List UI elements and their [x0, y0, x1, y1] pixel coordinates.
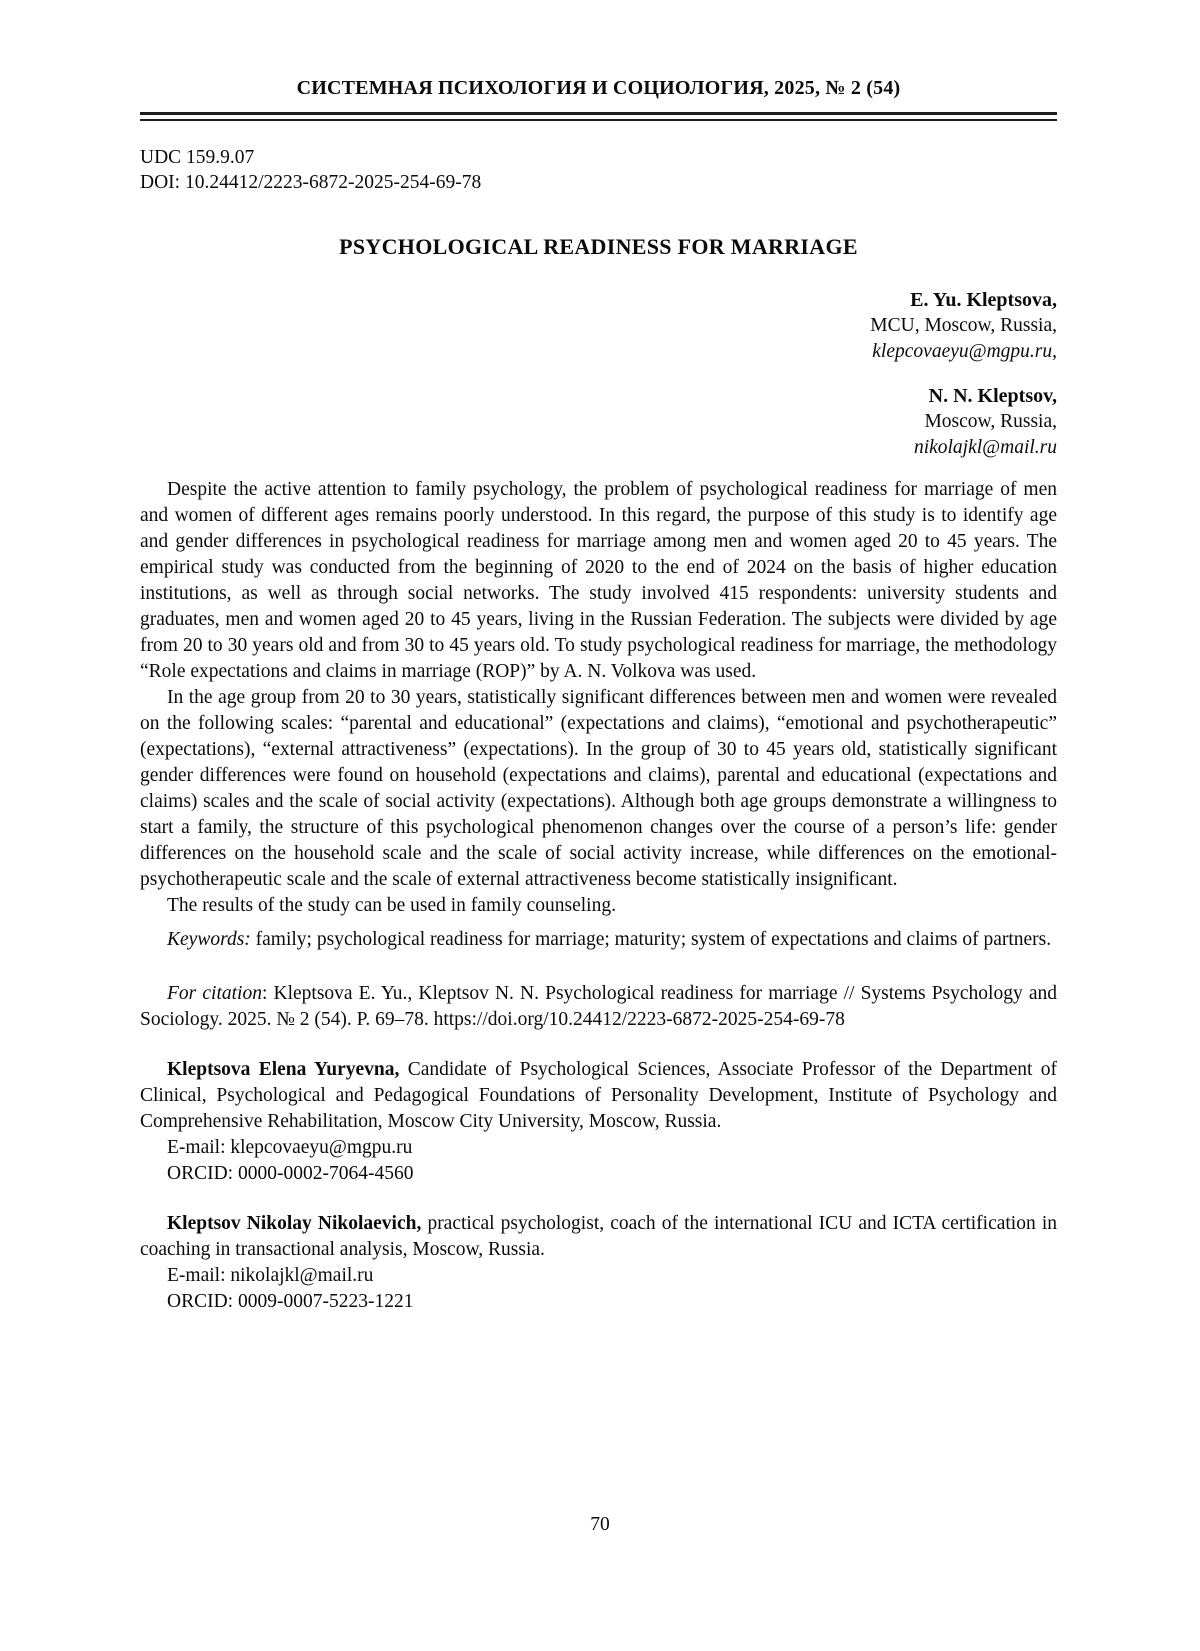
- article-title: PSYCHOLOGICAL READINESS FOR MARRIAGE: [339, 233, 858, 259]
- header-rule: [140, 112, 1057, 121]
- citation-text: : Kleptsova E. Yu., Kleptsov N. N. Psychological readiness for marriage // Systems Psychology and Sociology. 2025. № 2 (54). P. 69–78. https://doi.org/10.24412/2223-6872-2025-254-69-78: [140, 982, 1057, 1030]
- page-content: [140, 0, 1057, 1315]
- page-number: 70: [590, 1514, 610, 1535]
- keywords-text: family; psychological readiness for marriage; maturity; system of expectations and claims of partners.: [250, 928, 1052, 950]
- abstract-paragraph-2: In the age group from 20 to 30 years, statistically significant differences between men and women were revealed on the following scales: “parental and educational” (expectations and claims), “emotional and psychotherapeutic” (expectations), “external attractiveness” (expectations). In the group of 30 to 45 years old, statistically significant gender differences were found on household (expectations and claims), parental and educational (expectations and claims) scales and the scale of social activity (expectations). Although both age groups demonstrate a willingness to start a family, the structure of this psychological phenomenon changes over the course of a person’s life: gender differences on the household scale and the scale of social activity increase, while differences on the emotional-psychotherapeutic scale and the scale of external attractiveness become statistically insignificant.: [140, 686, 1057, 890]
- citation-paragraph: [140, 981, 1057, 1033]
- author-email: klepcovaeyu@mgpu.ru,: [872, 340, 1057, 362]
- bio-text: Candidate of Psychological Sciences, Associate Professor of the Department of Clinical, Psychological and Pedagogical Foundations of Personality Development, Institute of Psychology and Comprehensive Rehabilitation, Moscow City University, Moscow, Russia.: [140, 1058, 1057, 1132]
- author-affiliation: MCU, Moscow, Russia,: [870, 314, 1057, 336]
- keywords-paragraph: [140, 927, 1057, 953]
- author-block-1: [140, 287, 1057, 365]
- bio-text: practical psychologist, coach of the international ICU and ICTA certification in coaching in transactional analysis, Moscow, Russia.: [140, 1212, 1057, 1260]
- bio-paragraph-1: [140, 1057, 1057, 1135]
- udc-doi-block: [140, 145, 1057, 195]
- bio-email-line-2: E-mail: nikolajkl@mail.ru: [167, 1264, 374, 1286]
- abstract-paragraph-1: Despite the active attention to family psychology, the problem of psychological readiness for marriage of men and women of different ages remains poorly understood. In this regard, the purpose of this study is to identify age and gender differences in psychological readiness for marriage among men and women aged 20 to 45 years. The empirical study was conducted from the beginning of 2020 to the end of 2024 on the basis of higher education institutions, as well as through social networks. The study involved 415 respondents: university students and graduates, men and women aged 20 to 45 years, living in the Russian Federation. The subjects were divided by age from 20 to 30 years old and from 30 to 45 years old. To study psychological readiness for marriage, the methodology “Role expectations and claims in marriage (ROP)” by A. N. Volkova was used.: [140, 478, 1057, 682]
- citation-label: For citation: [167, 982, 262, 1004]
- author-email: nikolajkl@mail.ru: [913, 436, 1057, 458]
- bio-paragraph-2: [140, 1211, 1057, 1263]
- journal-header: СИСТЕМНАЯ ПСИХОЛОГИЯ И СОЦИОЛОГИЯ, 2025, № 2 (54): [296, 77, 901, 99]
- author-block-2: [140, 383, 1057, 461]
- author-name: E. Yu. Kleptsova,: [910, 288, 1057, 311]
- doi-line: DOI: 10.24412/2223-6872-2025-254-69-78: [140, 171, 482, 193]
- bio-name: Kleptsova Elena Yuryevna,: [167, 1058, 400, 1080]
- bio-orcid-line-2: ORCID: 0009-0007-5223-1221: [167, 1290, 414, 1312]
- header-rule-top-line: [140, 112, 1057, 115]
- header-rule-bottom-line: [140, 119, 1057, 121]
- bio-name: Kleptsov Nikolay Nikolaevich,: [167, 1212, 422, 1234]
- bio-email-line-1: E-mail: klepcovaeyu@mgpu.ru: [167, 1136, 413, 1158]
- keywords-label: Keywords:: [167, 928, 251, 950]
- bio-orcid-line-1: ORCID: 0000-0002-7064-4560: [167, 1162, 414, 1184]
- abstract-paragraph-3: The results of the study can be used in family counseling.: [167, 894, 616, 916]
- author-affiliation: Moscow, Russia,: [924, 410, 1057, 432]
- udc-line: UDC 159.9.07: [140, 146, 255, 168]
- abstract-section: [140, 477, 1057, 1315]
- author-name: N. N. Kleptsov,: [928, 384, 1057, 407]
